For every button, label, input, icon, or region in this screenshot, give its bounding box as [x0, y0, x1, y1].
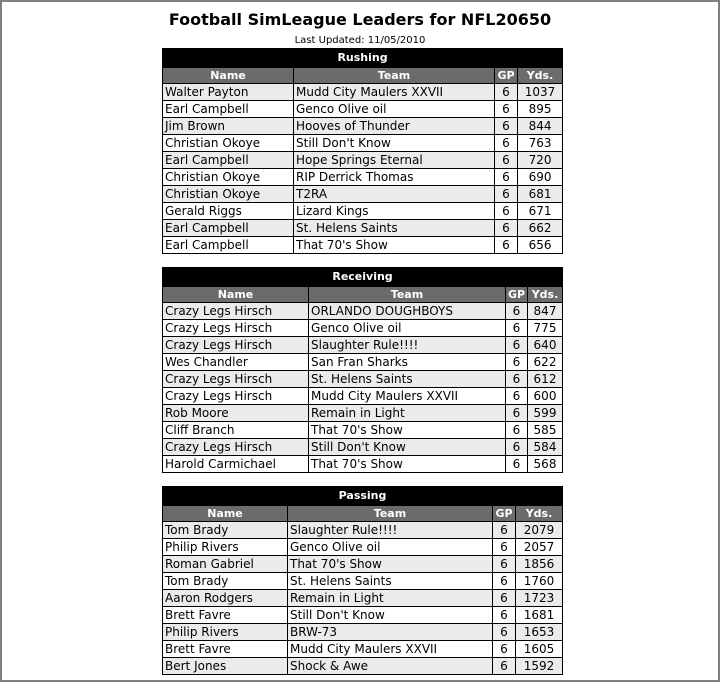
games-played: 6: [493, 556, 516, 573]
games-played: 6: [493, 641, 516, 658]
table-row: [163, 237, 563, 254]
team-name: Shock & Awe: [288, 658, 493, 675]
player-name: Christian Okoye: [163, 186, 294, 203]
team-name: Slaughter Rule!!!!: [309, 337, 506, 354]
games-played: 6: [506, 456, 528, 473]
player-name: Earl Campbell: [163, 237, 294, 254]
column-header-team: Team: [309, 287, 506, 303]
player-name: Gerald Riggs: [163, 203, 294, 220]
yards: 690: [518, 169, 563, 186]
passing-table: [162, 486, 563, 675]
yards: 1760: [516, 573, 563, 590]
yards: 662: [518, 220, 563, 237]
column-header-yds: Yds.: [518, 68, 563, 84]
team-name: Mudd City Maulers XXVII: [288, 641, 493, 658]
player-name: Harold Carmichael: [163, 456, 309, 473]
player-name: Crazy Legs Hirsch: [163, 388, 309, 405]
player-name: Walter Payton: [163, 84, 294, 101]
team-name: Mudd City Maulers XXVII: [294, 84, 495, 101]
yards: 1592: [516, 658, 563, 675]
column-header-team: Team: [288, 506, 493, 522]
games-played: 6: [493, 590, 516, 607]
table-row: [163, 169, 563, 186]
table-row: [163, 590, 563, 607]
player-name: Crazy Legs Hirsch: [163, 303, 309, 320]
player-name: Earl Campbell: [163, 101, 294, 118]
yards: 612: [528, 371, 563, 388]
games-played: 6: [495, 84, 518, 101]
table-row: [163, 405, 563, 422]
column-header-name: Name: [163, 68, 294, 84]
team-name: St. Helens Saints: [288, 573, 493, 590]
games-played: 6: [493, 522, 516, 539]
games-played: 6: [495, 118, 518, 135]
team-name: Remain in Light: [309, 405, 506, 422]
team-name: That 70's Show: [288, 556, 493, 573]
player-name: Philip Rivers: [163, 624, 288, 641]
games-played: 6: [493, 624, 516, 641]
player-name: Crazy Legs Hirsch: [163, 439, 309, 456]
player-name: Crazy Legs Hirsch: [163, 337, 309, 354]
games-played: 6: [506, 422, 528, 439]
yards: 895: [518, 101, 563, 118]
games-played: 6: [506, 405, 528, 422]
table-row: [163, 658, 563, 675]
team-name: Hope Springs Eternal: [294, 152, 495, 169]
yards: 847: [528, 303, 563, 320]
player-name: Christian Okoye: [163, 169, 294, 186]
table-row: [163, 607, 563, 624]
player-name: Bert Jones: [163, 658, 288, 675]
table-row: [163, 354, 563, 371]
games-played: 6: [493, 573, 516, 590]
yards: 844: [518, 118, 563, 135]
player-name: Brett Favre: [163, 607, 288, 624]
yards: 622: [528, 354, 563, 371]
yards: 1723: [516, 590, 563, 607]
player-name: Christian Okoye: [163, 135, 294, 152]
yards: 584: [528, 439, 563, 456]
table-row: [163, 556, 563, 573]
table-row: [163, 320, 563, 337]
team-name: Genco Olive oil: [309, 320, 506, 337]
last-updated: Last Updated: 11/05/2010: [294, 35, 426, 46]
rushing-table: [162, 48, 563, 254]
yards: 763: [518, 135, 563, 152]
section-title: Passing: [163, 487, 563, 506]
games-played: 6: [495, 152, 518, 169]
table-row: [163, 118, 563, 135]
games-played: 6: [495, 186, 518, 203]
games-played: 6: [506, 371, 528, 388]
table-row: [163, 539, 563, 556]
player-name: Rob Moore: [163, 405, 309, 422]
games-played: 6: [506, 439, 528, 456]
team-name: That 70's Show: [309, 456, 506, 473]
table-row: [163, 456, 563, 473]
yards: 681: [518, 186, 563, 203]
table-row: [163, 624, 563, 641]
yards: 656: [518, 237, 563, 254]
games-played: 6: [493, 539, 516, 556]
table-row: [163, 641, 563, 658]
player-name: Earl Campbell: [163, 152, 294, 169]
games-played: 6: [495, 220, 518, 237]
player-name: Brett Favre: [163, 641, 288, 658]
yards: 600: [528, 388, 563, 405]
games-played: 6: [506, 388, 528, 405]
team-name: St. Helens Saints: [294, 220, 495, 237]
player-name: Wes Chandler: [163, 354, 309, 371]
games-played: 6: [506, 320, 528, 337]
table-row: [163, 101, 563, 118]
player-name: Cliff Branch: [163, 422, 309, 439]
team-name: RIP Derrick Thomas: [294, 169, 495, 186]
team-name: Genco Olive oil: [288, 539, 493, 556]
column-header-gp: GP: [495, 68, 518, 84]
team-name: San Fran Sharks: [309, 354, 506, 371]
team-name: Hooves of Thunder: [294, 118, 495, 135]
table-row: [163, 371, 563, 388]
team-name: Remain in Light: [288, 590, 493, 607]
table-row: [163, 522, 563, 539]
column-header-name: Name: [163, 506, 288, 522]
games-played: 6: [493, 658, 516, 675]
column-header-team: Team: [294, 68, 495, 84]
table-row: [163, 388, 563, 405]
team-name: St. Helens Saints: [309, 371, 506, 388]
team-name: Still Don't Know: [309, 439, 506, 456]
table-row: [163, 573, 563, 590]
team-name: Slaughter Rule!!!!: [288, 522, 493, 539]
table-row: [163, 439, 563, 456]
table-row: [163, 203, 563, 220]
yards: 720: [518, 152, 563, 169]
table-row: [163, 337, 563, 354]
column-header-gp: GP: [506, 287, 528, 303]
yards: 585: [528, 422, 563, 439]
player-name: Earl Campbell: [163, 220, 294, 237]
table-row: [163, 186, 563, 203]
column-header-gp: GP: [493, 506, 516, 522]
yards: 1037: [518, 84, 563, 101]
column-header-yds: Yds.: [528, 287, 563, 303]
yards: 671: [518, 203, 563, 220]
yards: 568: [528, 456, 563, 473]
team-name: Lizard Kings: [294, 203, 495, 220]
yards: 599: [528, 405, 563, 422]
player-name: Jim Brown: [163, 118, 294, 135]
games-played: 6: [495, 237, 518, 254]
column-header-yds: Yds.: [516, 506, 563, 522]
team-name: Still Don't Know: [294, 135, 495, 152]
column-header-name: Name: [163, 287, 309, 303]
table-row: [163, 303, 563, 320]
table-row: [163, 422, 563, 439]
games-played: 6: [506, 303, 528, 320]
games-played: 6: [495, 135, 518, 152]
player-name: Crazy Legs Hirsch: [163, 371, 309, 388]
table-row: [163, 84, 563, 101]
games-played: 6: [495, 203, 518, 220]
player-name: Crazy Legs Hirsch: [163, 320, 309, 337]
yards: 775: [528, 320, 563, 337]
player-name: Tom Brady: [163, 573, 288, 590]
yards: 1856: [516, 556, 563, 573]
yards: 1681: [516, 607, 563, 624]
games-played: 6: [506, 354, 528, 371]
table-row: [163, 220, 563, 237]
yards: 1653: [516, 624, 563, 641]
team-name: ORLANDO DOUGHBOYS: [309, 303, 506, 320]
player-name: Aaron Rodgers: [163, 590, 288, 607]
yards: 2079: [516, 522, 563, 539]
table-row: [163, 152, 563, 169]
team-name: Genco Olive oil: [294, 101, 495, 118]
player-name: Roman Gabriel: [163, 556, 288, 573]
table-row: [163, 135, 563, 152]
yards: 640: [528, 337, 563, 354]
section-title: Rushing: [163, 49, 563, 68]
team-name: Still Don't Know: [288, 607, 493, 624]
section-title: Receiving: [163, 268, 563, 287]
team-name: Mudd City Maulers XXVII: [309, 388, 506, 405]
yards: 1605: [516, 641, 563, 658]
games-played: 6: [493, 607, 516, 624]
team-name: T2RA: [294, 186, 495, 203]
yards: 2057: [516, 539, 563, 556]
team-name: That 70's Show: [309, 422, 506, 439]
games-played: 6: [495, 101, 518, 118]
player-name: Tom Brady: [163, 522, 288, 539]
team-name: That 70's Show: [294, 237, 495, 254]
receiving-table: [162, 267, 563, 473]
player-name: Philip Rivers: [163, 539, 288, 556]
team-name: BRW-73: [288, 624, 493, 641]
games-played: 6: [506, 337, 528, 354]
page-title: Football SimLeague Leaders for NFL20650: [168, 10, 552, 29]
games-played: 6: [495, 169, 518, 186]
